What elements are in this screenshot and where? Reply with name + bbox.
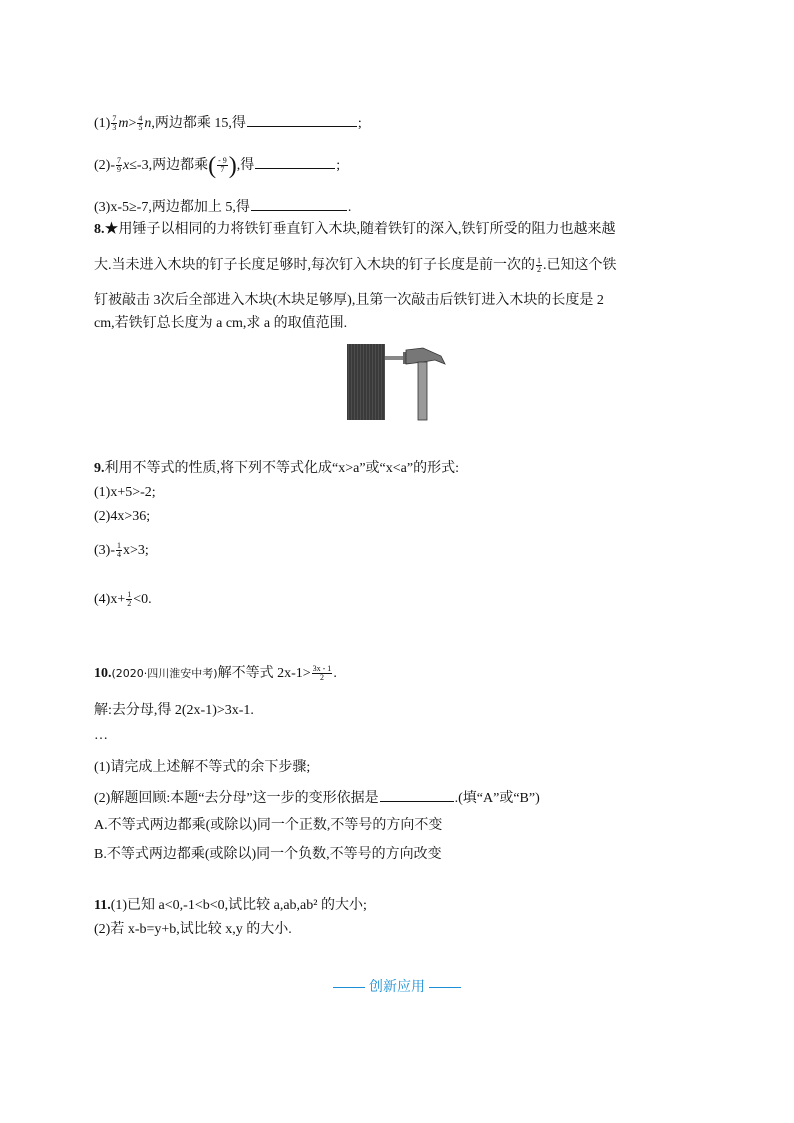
fraction: $\frac{1}{4}$ — [117, 541, 121, 560]
answer-blank[interactable] — [380, 787, 454, 802]
q8-line2: 大.当未进入木块的钉子长度足够时,每次钉入木块的钉子长度是前一次的 $\frac{1}{2}$ .已知这个铁 — [94, 256, 617, 275]
q11-part2: (2)若 x-b=y+b,试比较 x,y 的大小. — [94, 922, 292, 937]
q10-part2: (2)解题回顾:本题“去分母”这一步的变形依据是 .(填“A”或“B”) — [94, 787, 540, 809]
q8-line1: 8.★用锤子以相同的力将铁钉垂直钉入木块,随着铁钉的深入,铁钉所受的阻力也越来越 — [94, 222, 616, 237]
q9-part3: (3)- $\frac{1}{4}$ x>3; — [94, 541, 149, 560]
fraction: $\frac{7}{3}$ — [112, 114, 117, 133]
q9-part2: (2)4x>36; — [94, 509, 151, 524]
nail — [385, 356, 403, 360]
answer-blank[interactable] — [247, 112, 357, 127]
part-index: (1) — [94, 116, 111, 131]
q8-line3: 钉被敲击 3次后全部进入木块(木块足够厚),且第一次敲击后铁钉进入木块的长度是 2 — [94, 293, 604, 308]
q10-part1: (1)请完成上述解不等式的余下步骤; — [94, 760, 311, 775]
answer-blank[interactable] — [255, 154, 335, 169]
q10-option-a: A.不等式两边都乘(或除以)同一个正数,不等号的方向不变 — [94, 818, 443, 833]
question-number: 11. — [94, 898, 111, 913]
q10-option-b: B.不等式两边都乘(或除以)同一个负数,不等号的方向改变 — [94, 847, 442, 862]
hammer-nail-illustration — [345, 342, 455, 422]
fraction: $\frac{7}{9}$ — [117, 156, 121, 175]
answer-blank[interactable] — [251, 196, 347, 211]
divider — [333, 987, 365, 988]
question-number: 9. — [94, 461, 105, 476]
q9-part1: (1)x+5>-2; — [94, 485, 156, 500]
question-number: 8. — [94, 222, 105, 237]
q10-stem: 10.(2020·四川淮安中考)解不等式 2x-1> $\frac{3x - 1}{2}$ . — [94, 664, 337, 683]
q7-part3: (3)x-5≥-7,两边都加上 5,得 . — [94, 196, 351, 218]
section-heading: 创新应用 — [0, 976, 794, 996]
fraction: $\frac{1}{2}$ — [537, 256, 541, 275]
q10-ellipsis: … — [94, 728, 108, 743]
wood-block — [347, 344, 385, 420]
q9-part4: (4)x+ $\frac{1}{2}$ <0. — [94, 590, 152, 609]
q10-solution: 解:去分母,得 2(2x-1)>3x-1. — [94, 703, 254, 718]
q11-part1: 11.(1)已知 a<0,-1<b<0,试比较 a,ab,ab² 的大小; — [94, 898, 367, 913]
question-source: (2020·四川淮安中考) — [111, 667, 218, 680]
fraction: $\frac{3x - 1}{2}$ — [312, 664, 332, 683]
fraction: $\frac{1}{2}$ — [127, 590, 132, 609]
question-number: 10. — [94, 666, 112, 681]
fraction: $\frac{- 9}{7}$ — [218, 156, 227, 175]
q8-line4: cm,若铁钉总长度为 a cm,求 a 的取值范围. — [94, 316, 348, 331]
divider — [429, 987, 461, 988]
hammer-handle — [418, 362, 427, 420]
q7-part2: (2)- $\frac{7}{9}$ x≤-3,两边都乘( $\frac{- 9}{7}$ ),得 ; — [94, 152, 341, 179]
q9-stem: 9.利用不等式的性质,将下列不等式化成“x>a”或“x<a”的形式: — [94, 461, 459, 476]
q7-part1: (1) $\frac{7}{3}$ m> $\frac{4}{5}$ n,两边都乘 15,得 ; — [94, 112, 362, 134]
fraction: $\frac{4}{5}$ — [138, 114, 143, 133]
